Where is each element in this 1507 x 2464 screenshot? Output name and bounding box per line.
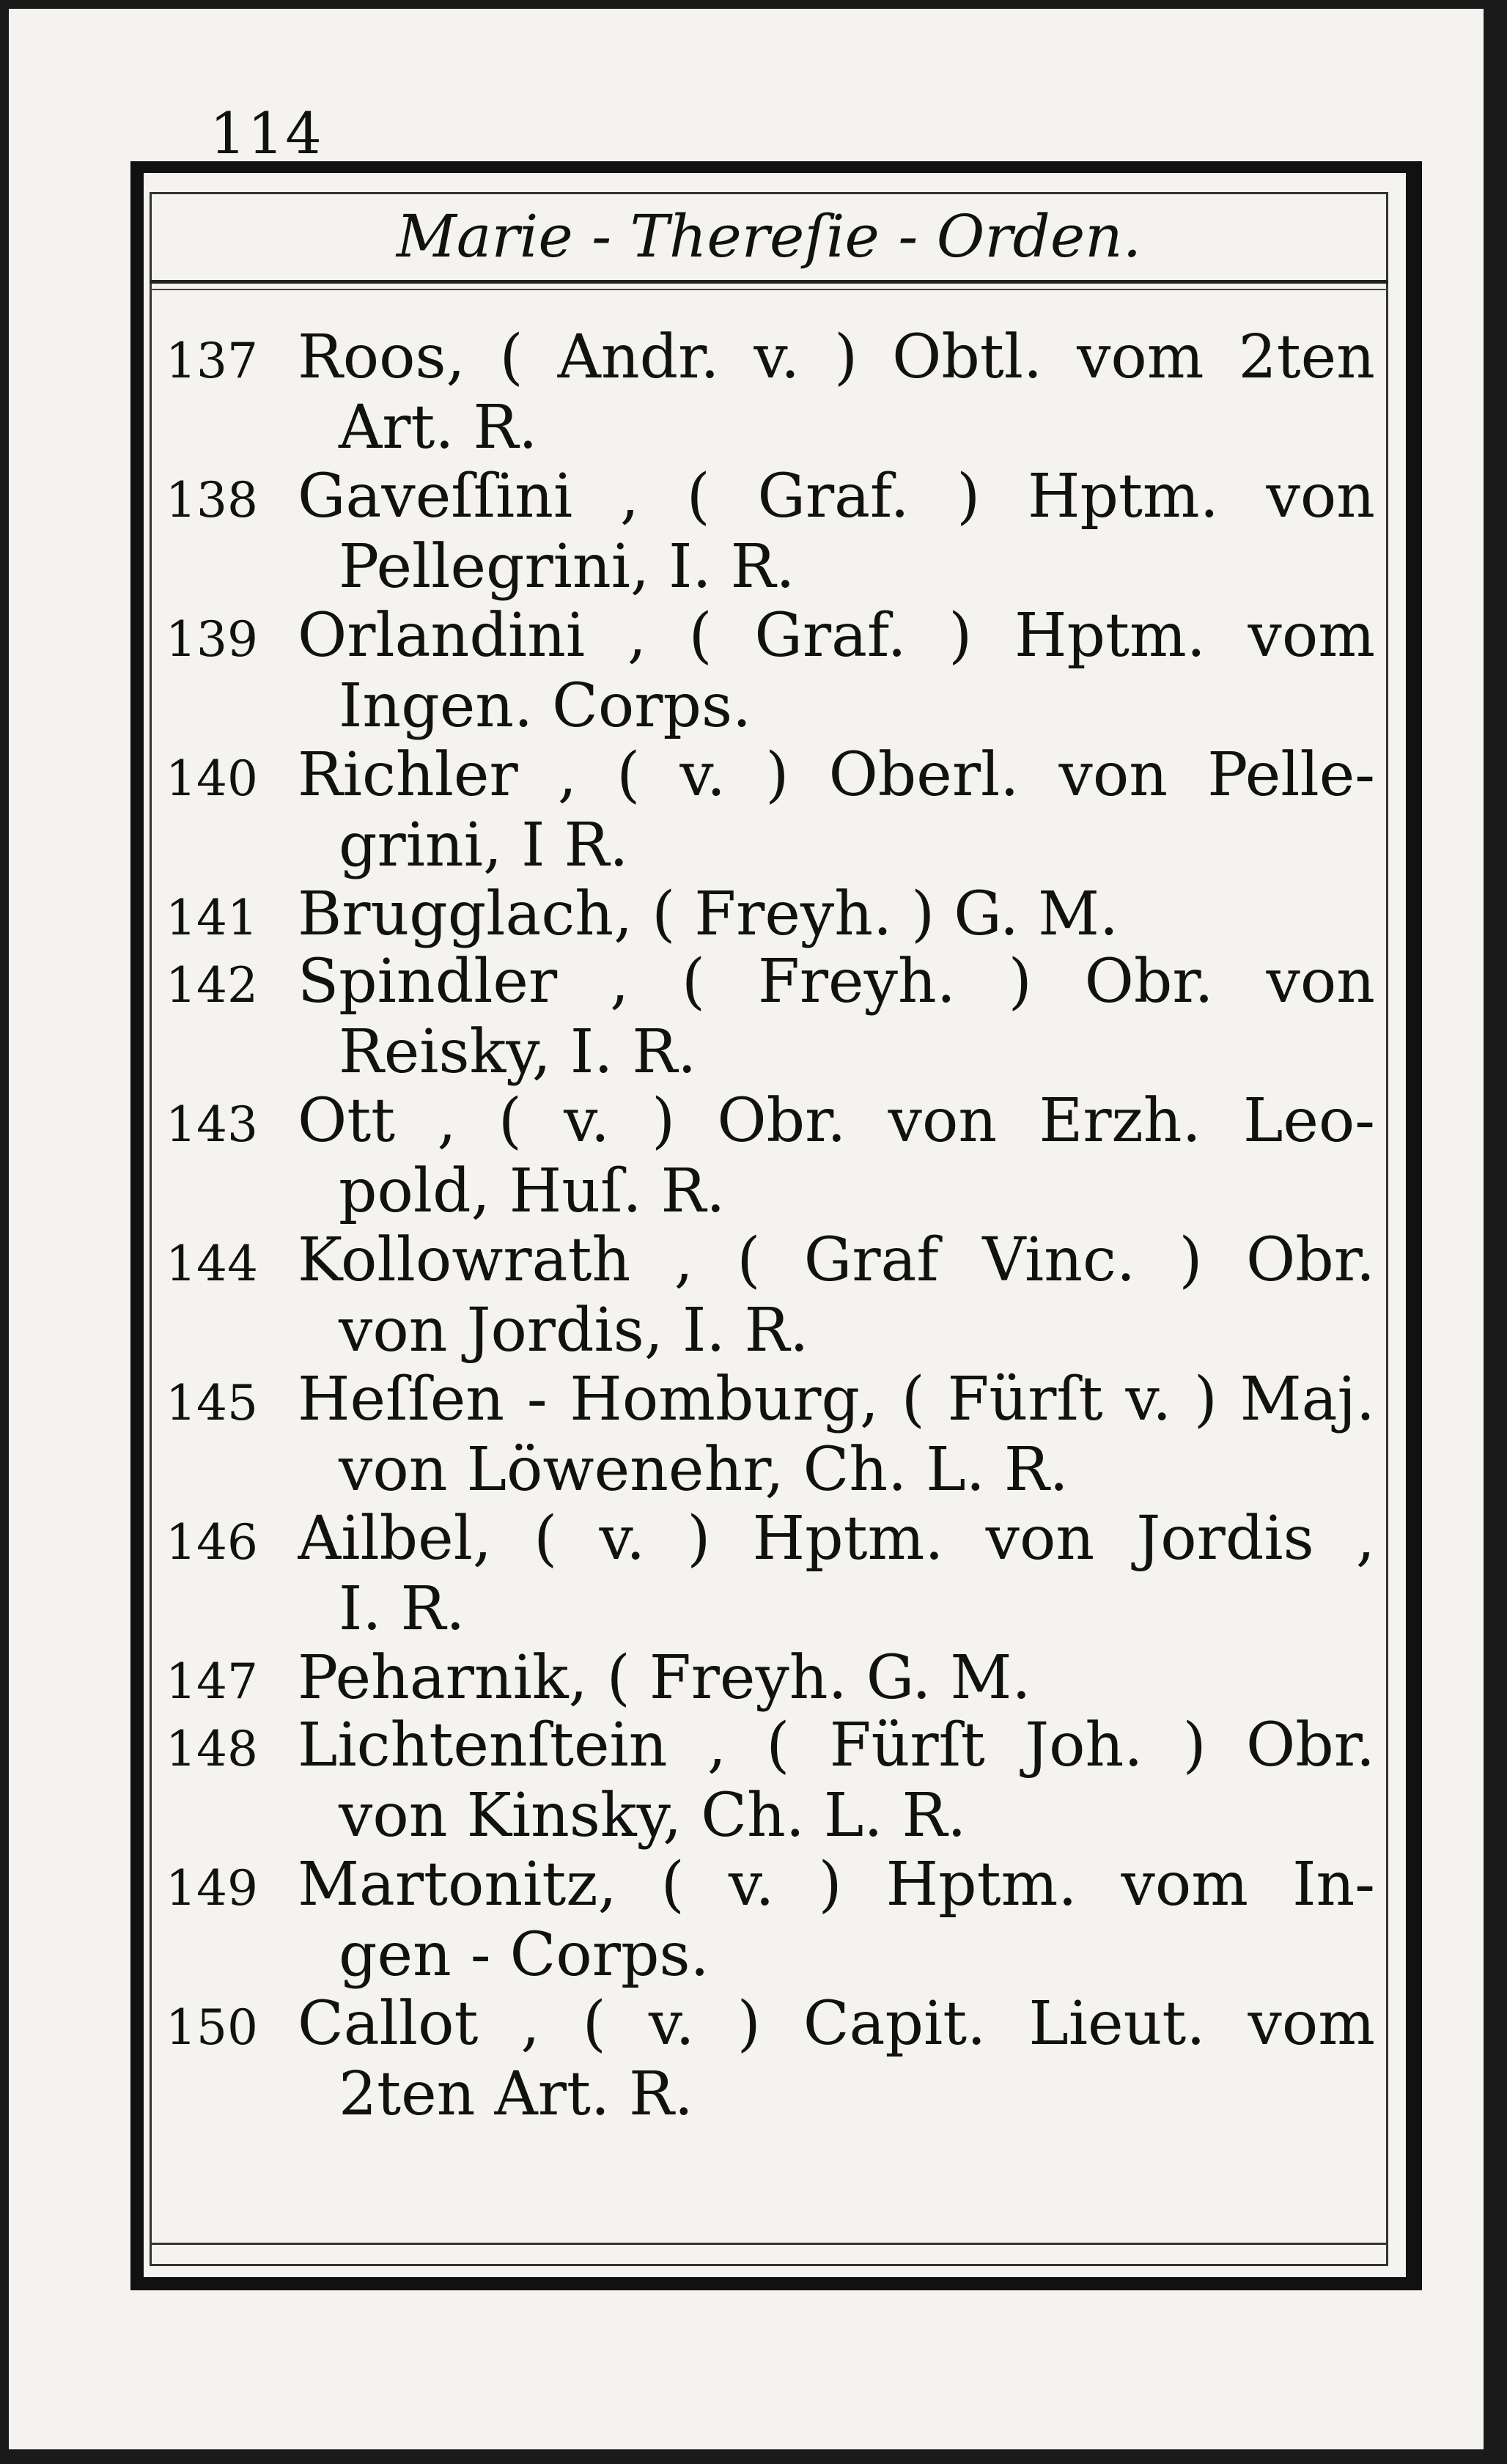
entry-text: Martonitz, ( v. ) Hptm. vom In- [298, 1850, 1375, 1919]
entry-first-line [166, 1711, 1375, 1782]
entry-continuation: grini, I R. [339, 811, 629, 880]
entry-text: Ott , ( v. ) Obr. von Erzh. Leo- [298, 1086, 1375, 1156]
entry-first-line [166, 1989, 1375, 2061]
entry-continuation: Reisky, I. R. [339, 1017, 697, 1087]
entry-text: Ailbel, ( v. ) Hptm. von Jordis , [298, 1504, 1375, 1574]
entry-continuation: von Kinsky, Ch. L. R. [339, 1781, 967, 1851]
entry-number: 149 [166, 1860, 258, 1917]
entry-first-line [166, 462, 1375, 534]
entry-text: Roos, ( Andr. v. ) Obtl. vom 2ten [298, 322, 1375, 392]
entry-number: 145 [166, 1375, 258, 1431]
list-item [166, 322, 1375, 462]
entry-first-line [166, 601, 1375, 673]
entry-number: 144 [166, 1236, 258, 1292]
list-item [166, 1711, 1375, 1850]
entry-first-line [166, 740, 1375, 812]
entry-continuation: 2ten Art. R. [339, 2059, 693, 2129]
entry-text: Lichtenſtein , ( Fürſt Joh. ) Obr. [298, 1711, 1375, 1780]
list-item [166, 462, 1375, 601]
entry-number: 138 [166, 472, 258, 528]
entry-first-line [166, 1225, 1375, 1297]
entry-continuation: Art. R. [339, 393, 538, 462]
entry-first-line [166, 879, 1375, 951]
page-number: 114 [210, 101, 323, 167]
list-item [166, 1365, 1375, 1504]
entry-text: Orlandini , ( Graf. ) Hptm. vom [298, 601, 1375, 671]
entry-continuation: von Jordis, I. R. [339, 1296, 809, 1365]
list-item [166, 1850, 1375, 1989]
entry-continuation: von Löwenehr, Ch. L. R. [339, 1435, 1069, 1505]
list-item [166, 601, 1375, 740]
entry-continuation: gen - Corps. [339, 1920, 710, 1990]
entry-continuation: pold, Huſ. R. [339, 1157, 726, 1226]
list-item [166, 947, 1375, 1086]
entry-first-line [166, 1850, 1375, 1922]
entry-text: Heſſen - Homburg, ( Fürſt v. ) Maj. [298, 1365, 1375, 1434]
entry-text: Spindler , ( Freyh. ) Obr. von [298, 947, 1375, 1017]
footer-divider [150, 2243, 1388, 2245]
entry-text: Brugglach, ( Freyh. ) G. M. [298, 879, 1119, 949]
entry-number: 139 [166, 611, 258, 668]
entry-first-line [166, 947, 1375, 1019]
section-title: Marie - Thereſie - Orden. [396, 202, 1142, 270]
entry-first-line [166, 322, 1375, 394]
entry-number: 150 [166, 1999, 258, 2056]
entry-number: 140 [166, 750, 258, 807]
list-item [166, 1989, 1375, 2128]
header-divider-thin [150, 289, 1388, 290]
entry-text: Kollowrath , ( Graf Vinc. ) Obr. [298, 1225, 1375, 1295]
entry-continuation: I. R. [339, 1574, 465, 1644]
entry-continuation: Pellegrini, I. R. [339, 532, 795, 602]
entry-number: 143 [166, 1096, 258, 1153]
entry-number: 147 [166, 1653, 258, 1710]
entry-number: 137 [166, 333, 258, 389]
entry-first-line [166, 1086, 1375, 1158]
entry-number: 142 [166, 957, 258, 1014]
list-item [166, 1225, 1375, 1365]
entry-continuation: Ingen. Corps. [339, 671, 752, 741]
entry-number: 148 [166, 1721, 258, 1777]
header-divider [150, 280, 1388, 284]
entry-first-line [166, 1504, 1375, 1576]
entry-list [166, 322, 1375, 2128]
entry-text: Peharnik, ( Freyh. G. M. [298, 1643, 1031, 1713]
entry-first-line [166, 1365, 1375, 1436]
entry-text: Gaveſſini , ( Graf. ) Hptm. von [298, 462, 1375, 531]
entry-number: 141 [166, 890, 258, 946]
entry-text: Richler , ( v. ) Oberl. von Pelle- [298, 740, 1375, 810]
entry-number: 146 [166, 1514, 258, 1571]
list-item [166, 1643, 1375, 1715]
entry-text: Callot , ( v. ) Capit. Lieut. vom [298, 1989, 1375, 2059]
list-item [166, 879, 1375, 951]
list-item [166, 1086, 1375, 1225]
entry-first-line [166, 1643, 1375, 1715]
list-item [166, 740, 1375, 879]
list-item [166, 1504, 1375, 1643]
